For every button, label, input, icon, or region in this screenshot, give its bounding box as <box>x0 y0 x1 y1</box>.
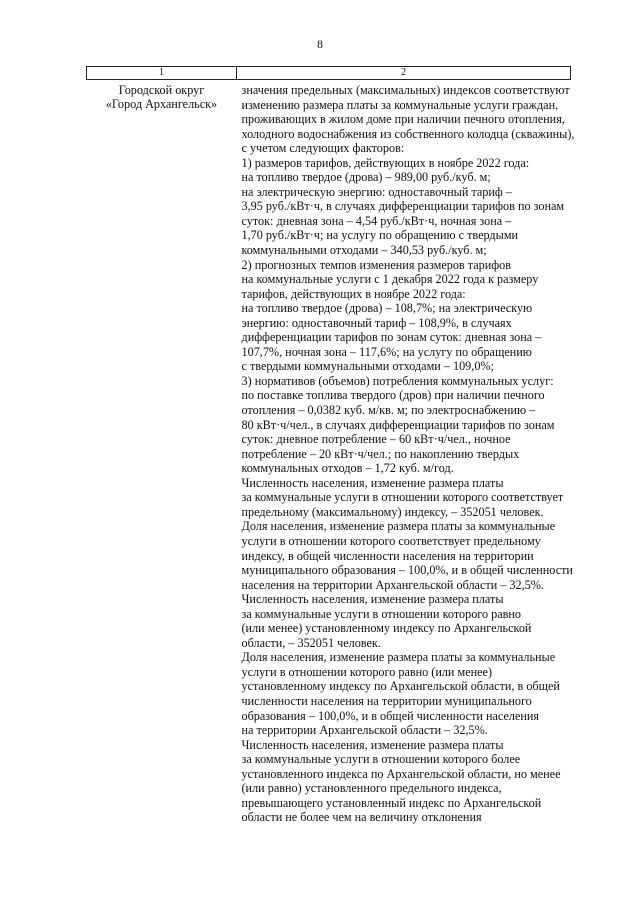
text-line: на топливо твердое (дрова) – 989,00 руб./куб. м; <box>241 170 491 185</box>
text-line: 107,7%, ночная зона – 117,6%; на услугу по обращению <box>241 344 532 359</box>
text-line: услуги в отношении которого равно (или менее) <box>241 664 493 679</box>
text-line: суток: дневная зона – 4,54 руб./кВт·ч, ночная зона – <box>241 213 512 228</box>
text-line: холодного водоснабжения из собственного колодца (скважины), <box>241 126 575 141</box>
column-number-1: 1 <box>87 67 237 80</box>
text-line: коммунальными отходами – 340,53 руб./куб. м; <box>241 243 487 258</box>
text-line: Доля населения, изменение размера платы за коммунальные <box>241 519 556 534</box>
text-line: дифференциации тарифов по зонам суток: дневная зона – <box>241 330 542 345</box>
text-line: 1,70 руб./кВт·ч; на услугу по обращению с твердыми <box>241 228 519 243</box>
text-line: за коммунальные услуги в отношении которого более <box>241 752 521 767</box>
text-line: за коммунальные услуги в отношении которого соответствует <box>241 490 564 505</box>
text-line: с учетом следующих факторов: <box>241 141 405 156</box>
page-number: 8 <box>317 37 323 51</box>
text-line: установленному индексу по Архангельской области, в общей <box>241 679 560 694</box>
text-line: за коммунальные услуги в отношении которого равно <box>241 606 522 621</box>
text-line: Численность населения, изменение размера платы <box>241 737 504 752</box>
municipality-cell <box>87 80 237 825</box>
table-row <box>87 80 571 825</box>
text-line: Численность населения, изменение размера платы <box>241 475 504 490</box>
text-line: образования – 100,0%, и в общей численности населения <box>241 708 540 723</box>
text-line: (или равно) установленного предельного индекса, <box>241 781 502 796</box>
text-line: муниципального образования – 100,0%, и в общей численности <box>241 563 573 578</box>
text-line: области не более чем на величину отклонения <box>241 810 482 825</box>
table-header-row <box>87 67 571 80</box>
column-number-2: 2 <box>237 67 571 80</box>
tariff-index-table <box>86 66 575 825</box>
text-line: на коммунальные услуги с 1 декабря 2022 года к размеру <box>241 272 539 287</box>
text-line: населения на территории Архангельской области – 32,5%. <box>241 577 544 592</box>
text-line: услуги в отношении которого соответствует предельному <box>241 533 541 548</box>
text-line: проживающих в жилом доме при наличии печного отопления, <box>241 112 565 127</box>
text-line: индексу, в общей численности населения на территории <box>241 548 534 563</box>
text-line: установленного индекса по Архангельской области, но менее <box>241 766 561 781</box>
text-line: предельному (максимальному) индексу, – 352051 человек. <box>241 504 544 519</box>
text-line: области, – 352051 человек. <box>241 635 381 650</box>
text-line: отопления – 0,0382 куб. м/кв. м; по электроснабжению – <box>241 403 536 418</box>
text-line: (или менее) установленному индексу по Архангельской <box>241 621 532 636</box>
text-line: изменению размера платы за коммунальные услуги граждан, <box>241 97 559 112</box>
municipality-name-line: Городской округ <box>118 83 205 97</box>
text-line: коммунальных отходов – 1,72 куб. м/год. <box>241 461 454 476</box>
text-line: 2) прогнозных темпов изменения размеров тарифов <box>241 257 511 272</box>
municipality-name-line: «Город Архангельск» <box>105 97 218 111</box>
text-line: превышающего установленный индекс по Архангельской <box>241 795 542 810</box>
text-line: энергию: одноставочный тариф – 108,9%, в случаях <box>241 315 512 330</box>
text-line: 3) нормативов (объемов) потребления коммунальных услуг: <box>241 373 554 388</box>
text-line: по поставке топлива твердого (дров) при наличии печного <box>241 388 545 403</box>
text-line: на топливо твердое (дрова) – 108,7%; на электрическую <box>241 301 533 316</box>
text-line: Доля населения, изменение размера платы за коммунальные <box>241 650 556 665</box>
text-line: Численность населения, изменение размера платы <box>241 592 504 607</box>
text-line: с твердыми коммунальными отходами – 109,0%; <box>241 359 494 374</box>
text-line: 3,95 руб./кВт·ч, в случаях дифференциации тарифов по зонам <box>241 199 565 214</box>
text-line: значения предельных (максимальных) индексов соответствуют <box>241 83 570 97</box>
text-line: тарифов, действующих в ноябре 2022 года: <box>241 286 466 301</box>
text-line: потребление – 20 кВт·ч/чел.; по накоплению твердых <box>241 446 520 461</box>
text-line: суток: дневное потребление – 60 кВт·ч/чел., ночное <box>241 432 511 447</box>
text-line: численности населения на территории муниципального <box>241 693 532 708</box>
text-line: 1) размеров тарифов, действующих в ноябре 2022 года: <box>241 155 530 170</box>
index-description-cell <box>237 80 575 825</box>
text-line: на электрическую энергию: одноставочный тариф – <box>241 184 512 199</box>
text-line: на территории Архангельской области – 32,5%. <box>241 723 488 738</box>
text-line: 80 кВт·ч/чел., в случаях дифференциации тарифов по зонам <box>241 417 555 432</box>
